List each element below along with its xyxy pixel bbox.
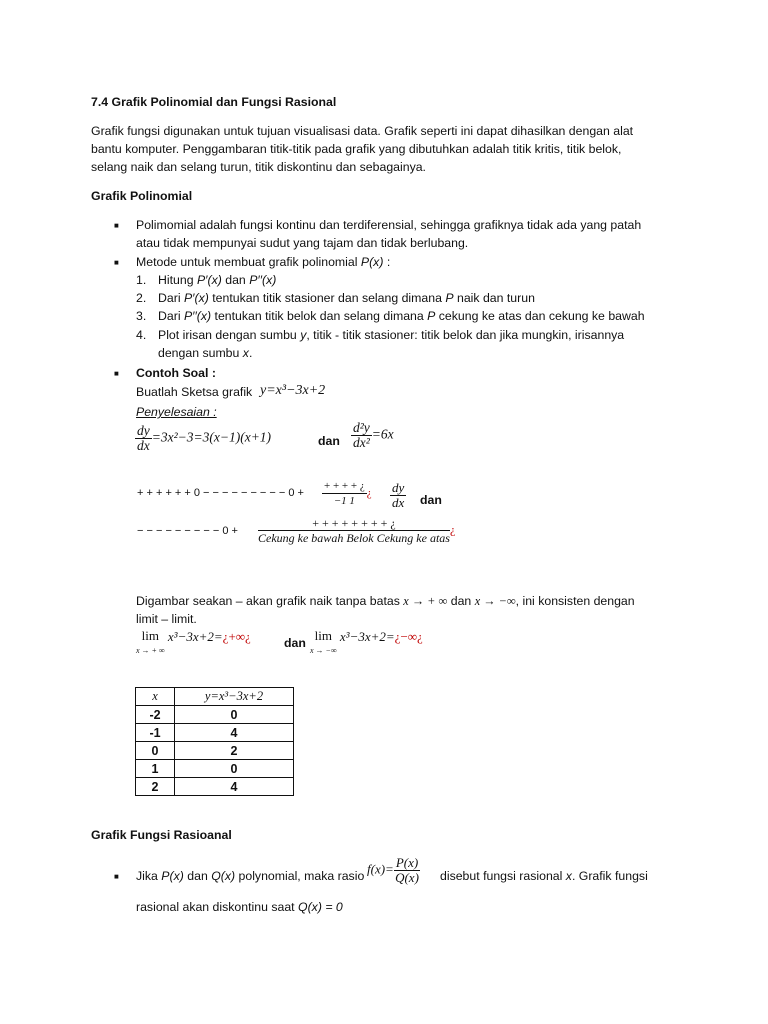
bullet1-line-2: atau tidak mempunyai sudut yang tajam dan tidak berlubang. [136,236,469,250]
sign-row-2: − − − − − − − − − 0 + [137,525,238,537]
poly-heading: Grafik Polinomial [91,189,193,203]
step-1: 1. Hitung P′(x) dan P′′(x) [136,273,277,287]
example-function: y=x³−3x+2 [260,383,326,398]
step-3: 3. Dari P′′(x) tentukan titik belok dan selang dimana P cekung ke atas dan cekung ke bawah [136,309,645,323]
sign-fraction-2: $\frac{+ + + + + + + + ¿}{\text{Cekung ke bawah Belok Cekung ke atas}}$ ¿ [258,516,456,545]
rational-line-1: Jika P(x) dan Q(x) polynomial, maka rasio [136,869,365,883]
rational-line-1-end: disebut fungsi rasional x. Grafik fungsi [440,869,648,883]
bullet1-line-1: Polimomial adalah fungsi kontinu dan terdiferensial, sehingga grafiknya tidak ada yang patah [136,218,642,232]
limit-2: lim x → −∞ x³−3x+2=¿−∞¿ [310,628,423,655]
table-cell: 0 [175,706,294,724]
table-header-y: y=x³−3x+2 [175,688,294,706]
table-cell: 2 [175,742,294,760]
dan-label: dan [420,493,442,507]
dan-label: dan [318,434,340,448]
table-cell: 0 [136,742,175,760]
bullet2-text: Metode untuk membuat grafik polinomial P(x) : [136,255,391,269]
table-cell: -1 [136,724,175,742]
example-heading: Contoh Soal : [136,366,216,380]
dan-label: dan [284,636,306,650]
bullet-square-icon: ■ [114,369,119,378]
table-row [136,760,294,778]
limits-line-1: Digambar seakan – akan grafik naik tanpa batas x → + ∞ dan x → −∞, ini konsisten dengan [136,594,635,608]
rational-line-2: rasional akan diskontinu saat Q(x) = 0 [136,900,343,914]
bullet-square-icon: ■ [114,221,119,230]
intro-line-2: bantu komputer. Penggambaran titik-titik pada grafik yang dibutuhkan adalah titik kritis, titik belok, [91,142,622,156]
step-4: 4. Plot irisan dengan sumbu y, titik - titik stasioner: titik belok dan jika mungkin, irisannya [136,328,625,342]
table-cell: 2 [136,778,175,796]
intro-line-1: Grafik fungsi digunakan untuk tujuan visualisasi data. Grafik seperti ini dapat dihasilkan dengan alat [91,124,634,138]
rational-fraction: f(x)= $\frac{P(x)}{Q(x)}$ [367,855,419,885]
sign-fraction-1: $\frac{+ + + + ¿}{-1 1}$ ¿ [324,480,372,507]
second-derivative: $\frac{\text{d²y}}{\text{dx²}}$ =6x [353,420,394,450]
value-table [135,687,294,796]
first-derivative: $\frac{dy}{dx}$ =3x²−3=3(x−1)(x+1) [137,423,272,453]
step-4-line-2: dengan sumbu x. [158,346,253,360]
rational-heading: Grafik Fungsi Rasioanal [91,828,232,842]
table-cell: 1 [136,760,175,778]
bullet-square-icon: ■ [114,258,119,267]
table-header-row [136,688,294,706]
limit-1: lim x → + ∞ x³−3x+2=¿+∞¿ [136,628,251,655]
table-cell: 4 [175,724,294,742]
table-row [136,724,294,742]
table-row [136,706,294,724]
table-cell: 0 [175,760,294,778]
table-row [136,742,294,760]
table-cell: -2 [136,706,175,724]
sign-row-1: + + + + + + 0 − − − − − − − − − 0 + [137,487,304,499]
dy-dx-fraction: $\frac{dy}{dx}$ [392,480,405,510]
intro-line-3: selang naik dan selang turun, titik diskontinu dan sebagainya. [91,160,426,174]
section-title: 7.4 Grafik Polinomial dan Fungsi Rasional [91,95,337,109]
solution-label: Penyelesaian : [136,405,217,419]
bullet-square-icon: ■ [114,872,119,881]
table-header-x: x [136,688,175,706]
table-row [136,778,294,796]
table-cell: 4 [175,778,294,796]
example-task: Buatlah Sketsa grafik [136,385,253,399]
step-2: 2. Dari P′(x) tentukan titik stasioner dan selang dimana P naik dan turun [136,291,535,305]
limits-line-2: limit – limit. [136,612,197,626]
